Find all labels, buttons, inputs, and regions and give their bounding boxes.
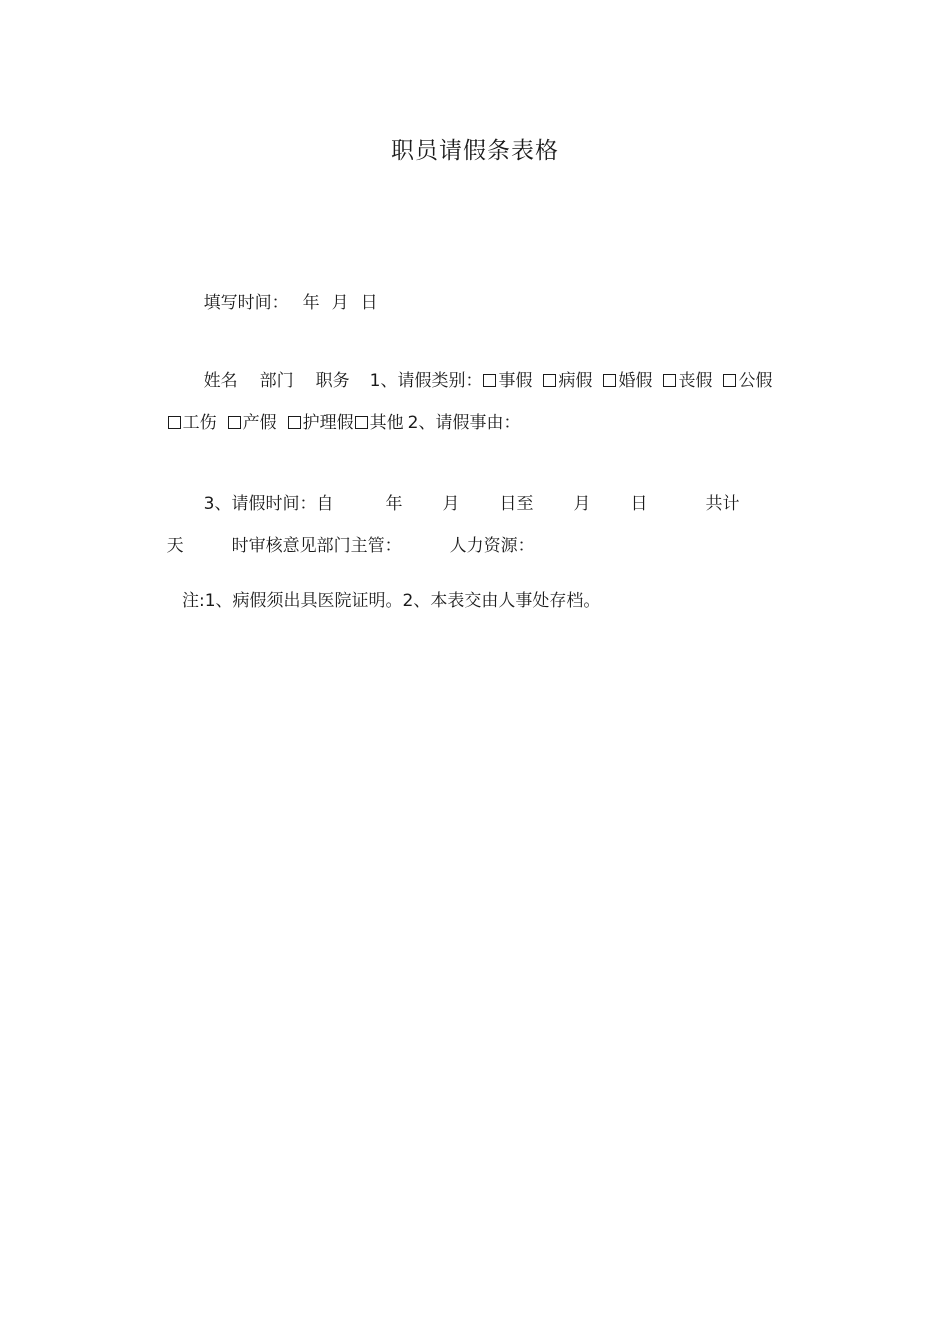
dept-label: 部门	[259, 371, 294, 391]
checkbox-sangjia[interactable]	[663, 374, 676, 387]
fill-time-year: 年	[302, 293, 320, 313]
leave-type-label: 1、请假类别：	[369, 371, 483, 391]
leave-time-year: 年	[385, 494, 403, 514]
position-label: 职务	[315, 371, 350, 391]
type-chanjia: 产假	[242, 413, 277, 433]
fill-time-label: 填写时间：	[203, 293, 289, 313]
type-hunjia: 婚假	[618, 371, 653, 391]
fill-time-month: 月	[331, 293, 349, 313]
type-bingjia: 病假	[558, 371, 593, 391]
info-line-2	[145, 384, 520, 462]
type-gongshang: 工伤	[182, 413, 217, 433]
leave-time-day-to: 日至	[499, 494, 534, 514]
checkbox-gongjia[interactable]	[723, 374, 736, 387]
time-line-2	[145, 507, 535, 585]
type-gongjia: 公假	[738, 371, 773, 391]
checkbox-gongshang[interactable]	[168, 416, 181, 429]
type-sangjia: 丧假	[678, 371, 713, 391]
note-line: 注:1、病假须出具医院证明。2、本表交由人事处存档。	[182, 591, 601, 611]
checkbox-qita[interactable]	[355, 416, 368, 429]
leave-time-month-2: 月	[573, 494, 591, 514]
checkbox-hunjia[interactable]	[603, 374, 616, 387]
document-title: 职员请假条表格	[391, 138, 559, 164]
name-label: 姓名	[203, 371, 238, 391]
leave-time-label: 3、请假时间：自	[203, 494, 334, 514]
fill-time-line	[182, 264, 378, 342]
checkbox-bingjia[interactable]	[543, 374, 556, 387]
checkbox-chanjia[interactable]	[228, 416, 241, 429]
type-qita: 其他	[369, 413, 404, 433]
leave-time-total: 共计	[705, 494, 740, 514]
reason-label: 2、请假事由：	[407, 413, 521, 433]
leave-time-days: 天	[166, 536, 184, 556]
leave-time-day-2: 日	[630, 494, 648, 514]
type-hulijia: 护理假	[302, 413, 354, 433]
type-shijia: 事假	[498, 371, 533, 391]
leave-time-month: 月	[442, 494, 460, 514]
hr-label: 人力资源：	[449, 536, 535, 556]
checkbox-hulijia[interactable]	[288, 416, 301, 429]
fill-time-day: 日	[360, 293, 378, 313]
review-label: 时审核意见部门主管：	[231, 536, 402, 556]
